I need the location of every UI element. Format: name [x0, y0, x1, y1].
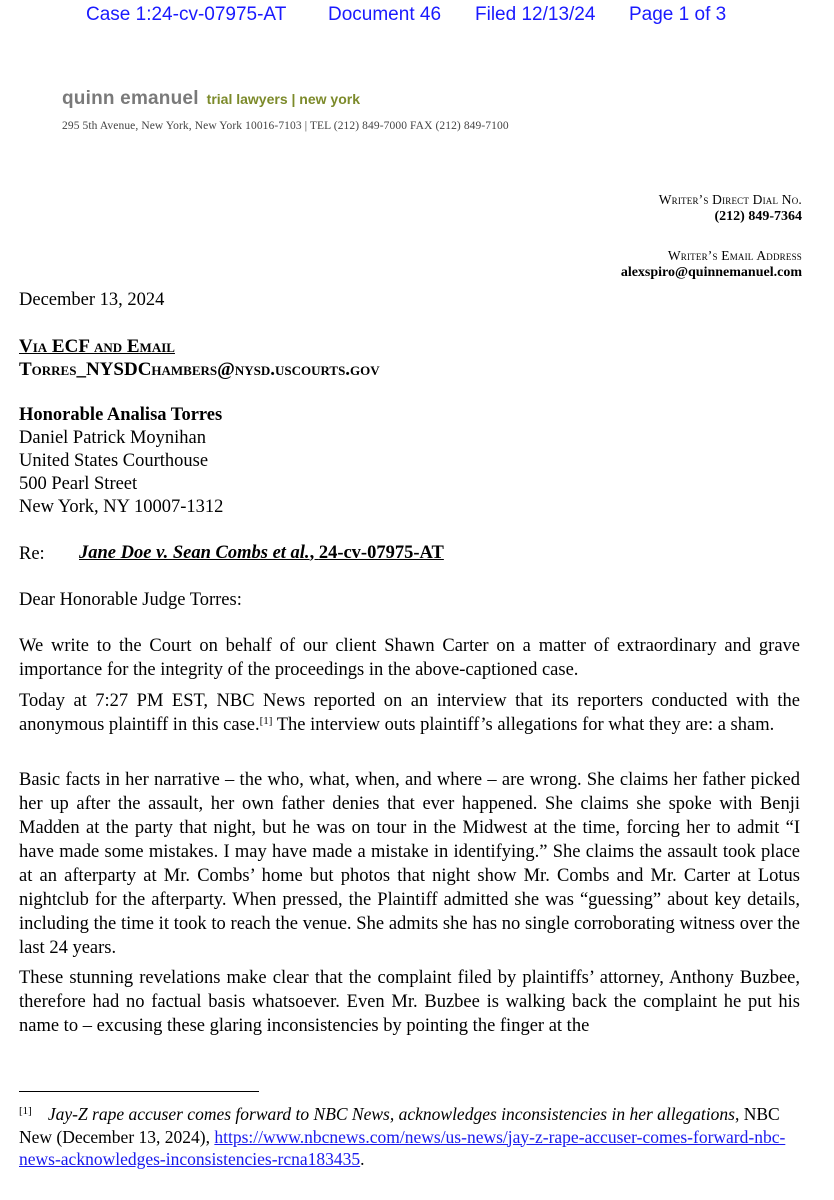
- paragraph-text: The interview outs plaintiff’s allegations for what they are: a sham.: [272, 715, 775, 735]
- paragraph-text: Today at 7:27 PM EST, NBC News reported on an interview that its reporters conducted with the anonymous plaintiff in this case.: [19, 691, 800, 735]
- firm-address: 295 5th Avenue, New York, New York 10016-7103 | TEL (212) 849-7000 FAX (212) 849-7100: [62, 120, 509, 132]
- recipient-name: Honorable Analisa Torres: [19, 405, 223, 425]
- letter-date: December 13, 2024: [19, 290, 165, 310]
- footnote: [19, 1103, 789, 1171]
- paragraph-text: Basic facts in her narrative – the who, what, when, and where – are wrong. She claims her father picked her up after the assault, her own father denies that ever happened. She claims she spoke with Benji Madden at the party that night, but he was on tour in the Midwest at the time, forcing her to admit “I have made some mistakes. I may have made a mistake in identifying.” She claims the assault took place at an afterparty at Mr. Combs’ home but photos that night show Mr. Combs and Mr. Carter at Lotus nightclub for the afterparty. When pressed, the Plaintiff admitted she was “guessing” about key details, including the time it took to reach the venue. She admits she has no single corroborating witness over the last 24 years.: [19, 770, 800, 958]
- salutation: Dear Honorable Judge Torres:: [19, 590, 242, 610]
- recipient-address-line: Daniel Patrick Moynihan: [19, 428, 207, 448]
- footnote-url-link[interactable]: https://www.nbcnews.com/news/us-news/jay-z-rape-accuser-comes-forward-nbc-news-acknowledges-inconsistencies-rcna183435: [19, 1126, 786, 1169]
- footnote-divider: [19, 1091, 259, 1092]
- direct-dial-label: Writer’s Direct Dial No.: [658, 192, 802, 207]
- ecf-filed-date: Filed 12/13/24: [475, 4, 596, 25]
- ecf-case-number: Case 1:24-cv-07975-AT: [86, 4, 287, 25]
- footnote-marker: [1]: [19, 1105, 32, 1117]
- delivery-method: Via ECF and Email: [19, 336, 175, 357]
- body-paragraph-4: [19, 966, 800, 1038]
- writer-email-block: [621, 248, 802, 281]
- recipient-address-line: 500 Pearl Street: [19, 474, 138, 494]
- delivery-email: Torres_NYSDChambers@nysd.uscourts.gov: [19, 359, 380, 380]
- body-paragraph-2: [19, 689, 800, 737]
- paragraph-text: We write to the Court on behalf of our client Shawn Carter on a matter of extraordinary and grave importance for the integrity of the proceedings in the above-captioned case.: [19, 636, 800, 680]
- ecf-page-count: Page 1 of 3: [629, 4, 727, 25]
- footnote-source: , NBC New (December 13, 2024),: [19, 1104, 780, 1147]
- writer-direct-dial-block: [659, 192, 802, 225]
- writer-email: alexspiro@quinnemanuel.com: [620, 265, 802, 280]
- recipient-address-line: United States Courthouse: [19, 451, 209, 471]
- recipient-address-line: New York, NY 10007-1312: [19, 497, 224, 517]
- footnote-reference[interactable]: [1]: [259, 715, 273, 727]
- firm-name: quinn emanuel: [62, 88, 199, 109]
- footnote-article-title: Jay-Z rape accuser comes forward to NBC News, acknowledges inconsistencies in her allegations: [47, 1104, 735, 1124]
- direct-dial-number: (212) 849-7364: [714, 209, 802, 224]
- body-paragraph-3: [19, 768, 800, 960]
- paragraph-text: These stunning revelations make clear that the complaint filed by plaintiffs’ attorney, Anthony Buzbee, therefore had no factual basis whatsoever. Even Mr. Buzbee is walking back the complaint he put his name to – excusing these glaring inconsistencies by pointing the finger at the: [19, 968, 800, 1036]
- body-paragraph-1: [19, 634, 800, 682]
- re-label: Re:: [19, 544, 45, 564]
- re-case: Jane Doe v. Sean Combs et al., 24-cv-07975-AT: [79, 543, 444, 563]
- case-number: 24-cv-07975-AT: [318, 543, 444, 563]
- ecf-header: [0, 2, 834, 30]
- email-label: Writer’s Email Address: [667, 248, 802, 263]
- firm-tagline: trial lawyers | new york: [206, 91, 360, 107]
- ecf-document-number: Document 46: [328, 4, 442, 25]
- firm-logo: [62, 88, 360, 110]
- case-caption: Jane Doe v. Sean Combs et al.: [79, 543, 310, 563]
- footnote-end: .: [360, 1149, 365, 1169]
